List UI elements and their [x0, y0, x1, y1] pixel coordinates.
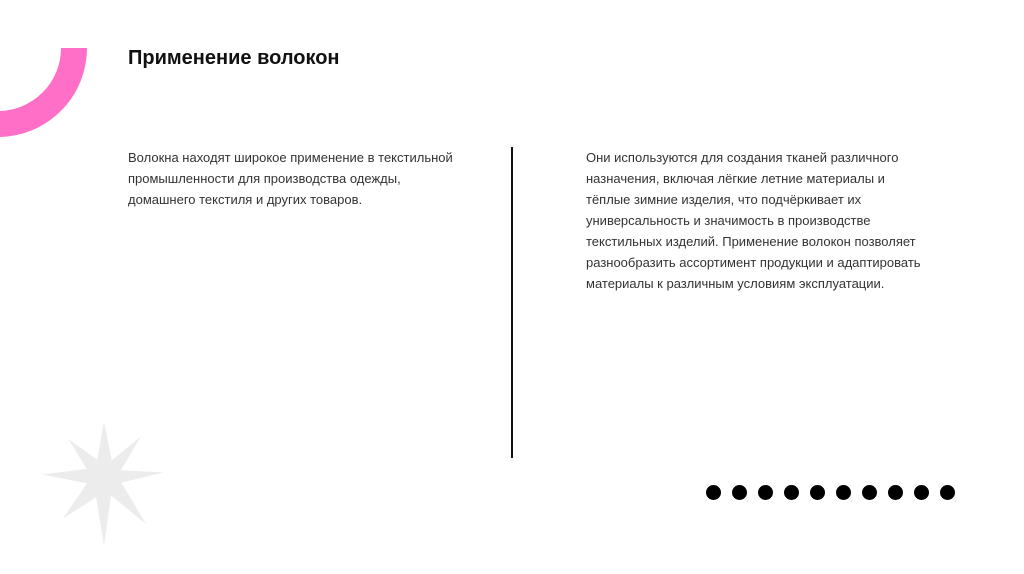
star-decoration — [0, 400, 180, 560]
dot — [784, 485, 799, 500]
dot — [732, 485, 747, 500]
vertical-divider — [511, 147, 513, 458]
left-paragraph: Волокна находят широкое применение в текстильной промышленности для производства одежды, домашнего текстиля и других товаров. — [128, 150, 453, 207]
pink-arc-decoration — [0, 0, 100, 150]
dot — [940, 485, 955, 500]
dot — [862, 485, 877, 500]
dots-decoration — [706, 485, 955, 500]
dot — [706, 485, 721, 500]
dot — [888, 485, 903, 500]
dot — [810, 485, 825, 500]
dot — [914, 485, 929, 500]
right-paragraph: Они используются для создания тканей различного назначения, включая лёгкие летние материалы и тёплые зимние изделия, что подчёркивает их универсальность и значимость в производстве текстильных изделий. Применение волокон позволяет разнообразить ассортимент продукции и адаптировать материалы к различным условиям эксплуатации. — [586, 150, 921, 291]
dot — [836, 485, 851, 500]
slide-title: Применение волокон — [128, 47, 340, 69]
dot — [758, 485, 773, 500]
